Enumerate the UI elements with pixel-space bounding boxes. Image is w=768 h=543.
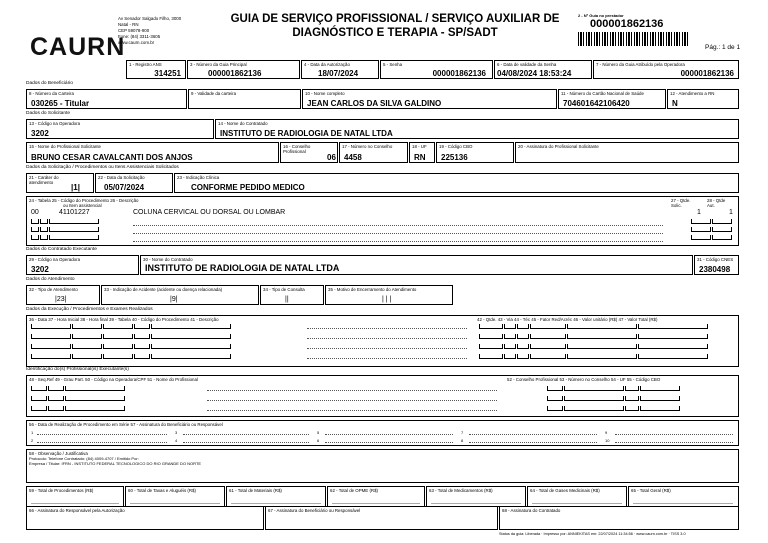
field-20-assinatura-solicitante: 20 - Assinatura do Profissional Solicitante [515,142,739,163]
field-58-observacao: 58 - Observação / Justificativa Protocolo: Telefone Contratado: (84) 4009-4707 / Emitido Por: Empresa / Titular: IFRN - INSTITUTO FEDERAL TECNOLOGICO DO RIO GRANDE DO NORTE [26,449,739,483]
field-18-uf: 18 - UF RN [409,142,435,163]
field-8-carteira: 8 - Número da Carteira 030265 - Titular [26,89,187,109]
proc-row-code: 41101227 [59,209,90,216]
proc-row-qtde-aut: 1 [729,209,733,216]
procedimentos-realizados-table: 36 - Data 37 - Hora Inicial 38 - Hora final 39 - Tabela 40 - Código do Procedimento 41 - Descrição 42 - Qtde. 43 - Via 44 - Téc 45 - Fator Red/Acréc 46 - Valor unitário (R$) 47 - Valor Total (R$) [26,315,739,367]
field-33-indicacao-acidente: 33 - Indicação de Acidente (acidente ou doença relacionada) |9| [101,285,259,305]
field-19-cbo: 19 - Código CBO 225136 [436,142,514,163]
field-5-senha: 5 - Senha 000001862136 [380,60,493,79]
field-9-validade-carteira: 9 - Validade da carteira [188,89,301,109]
field-4-data-autorizacao: 4 - Data da Autorização 18/07/2024 [301,60,379,79]
field-11-cartao-nacional: 11 - Número do Cartão Nacional de Saúde 704601642106420 [558,89,666,109]
field-29-codigo-operadora: 29 - Código na Operadora 3202 [26,255,139,275]
field-56-realizacao-serie: 56 - Data de Realização de Procedimento em Série 57 - Assinatura do Beneficiário ou Responsável 1 2 3 4 5 6 7 8 9 10 [26,420,739,446]
field-62-total-opme: 62 - Total de OPME (R$) [327,486,425,507]
field-64-total-gases: 64 - Total de Gases Medicinais (R$) [527,486,627,507]
field-15-profissional-solicitante: 15 - Nome do Profissional Solicitante BRUNO CESAR CAVALCANTI DOS ANJOS [26,142,279,163]
field-10-nome-completo: 10 - Nome completo JEAN CARLOS DA SILVA GALDINO [302,89,557,109]
field-6-validade-senha: 6 - Data de validade da Senha 04/08/2024 18:53:24 [494,60,592,79]
field-35-motivo-encerramento: 35 - Motivo de Encerramento do Atendimento | | | [325,285,453,305]
guia-number: 000001862136 [590,18,664,30]
field-17-numero-conselho: 17 - Número no Conselho 4458 [339,142,408,163]
field-65-total-geral: 65 - Total Geral (R$) [628,486,739,507]
field-63-total-medicamentos: 63 - Total de Medicamentos (R$) [426,486,526,507]
section-solicitacao: Dados da Solicitação / Procedimentos ou Itens Assistenciais Solicitados [26,165,179,170]
field-66-assinatura-autorizacao: 66 - Assinatura do Responsável pela Autorização [26,506,264,530]
document-title: GUIA DE SERVIÇO PROFISSIONAL / SERVIÇO AUXILIAR DE DIAGNÓSTICO E TERAPIA - SP/SADT [230,13,560,39]
field-61-total-materiais: 61 - Total de Materiais (R$) [226,486,326,507]
field-21-carater: 21 - Caráter do atendimento |1| [26,173,94,193]
profissionais-executantes-table: 48 - Seq.Ref 49 - Grau Part. 50 - Código na Operadora/CPF 51 - Nome do Profissional 52 - Conselho Profissional 53 - Número no Conselho 54 - UF 55 - Código CBO [26,375,739,417]
caurn-logo: CAURN [30,33,126,61]
procedimentos-solicitados-table: 24 - Tabela 25 - Código do Procedimento 26 - Descrição ou Item assistencial 27 - Qtde. Solic. 28 - Qtde Aut. 00 41101227 COLUNA CERVICAL OU DORSAL OU LOMBAR 1 1 [26,196,739,246]
section-solicitante: Dados do Solicitante [26,111,70,116]
barcode [578,32,688,46]
proc-row-qtde-solic: 1 [697,209,701,216]
guia-number-label: 2 - Nº Guia no prestador [578,13,624,18]
field-16-conselho: 16 - Conselho Profissional 06 [280,142,338,163]
field-32-tipo-atendimento: 32 - Tipo de Atendimento |23| [26,285,100,305]
footer-print-info: Status da guia: Liberada · Impresso por: ANNIEKITAS em: 22/07/2024 11:34:56 · www.caurn.com.br · TISS 3.0 [499,532,686,536]
proc-row-table: 00 [31,209,39,216]
field-14-nome-contratado: 14 - Nome do Contratado INSTITUTO DE RADIOLOGIA DE NATAL LTDA [215,119,739,139]
field-13-codigo-operadora: 13 - Código na Operadora 3202 [26,119,214,139]
field-12-atendimento-rn: 12 - Atendimento a RN N [667,89,739,109]
section-executante: Dados do Contratado Executante [26,247,97,252]
header-address: Av Senador Salgado Filho, 3000 Natal - RN CEP 59078-900 Fone: (84) 3311-3605 www.caurn.com.br [118,16,182,45]
field-22-data-solicitacao: 22 - Data da Solicitação 05/07/2024 [95,173,173,193]
field-23-indicacao-clinica: 23 - Indicação Clínica CONFORME PEDIDO MEDICO [174,173,739,193]
field-7-guia-operadora: 7 - Número da Guia Atribuído pela Operadora 000001862136 [593,60,739,79]
page-indicator: Pág.: 1 de 1 [705,44,741,51]
field-3-guia-principal: 3 - Número da Guia Principal 000001862136 [187,60,300,79]
proc-row-description: COLUNA CERVICAL OU DORSAL OU LOMBAR [133,209,286,216]
field-59-total-procedimentos: 59 - Total de Procedimentos (R$) [26,486,124,507]
field-30-nome-contratado: 30 - Nome do Contratado INSTITUTO DE RADIOLOGIA DE NATAL LTDA [140,255,693,275]
field-31-cnes: 31 - Código CNES 2380498 [694,255,739,275]
field-67-assinatura-beneficiario: 67 - Assinatura do Beneficiário ou Responsável [265,506,498,530]
section-atendimento: Dados do Atendimento [26,277,75,282]
section-execucao: Dados da Execução / Procedimentos e Exames Realizados [26,307,153,312]
field-68-assinatura-contratado: 68 - Assinatura do Contratado [499,506,739,530]
field-34-tipo-consulta: 34 - Tipo de Consulta || [260,285,324,305]
section-beneficiario: Dados do Beneficiário [26,81,73,86]
field-60-total-taxas: 60 - Total de Taxas e Aluguéis (R$) [125,486,225,507]
field-1-registro-ans: 1 - Registro ANS 314251 [126,60,186,79]
section-profissionais: Identificação do(s) Profissional(is) Executante(s) [26,367,129,372]
